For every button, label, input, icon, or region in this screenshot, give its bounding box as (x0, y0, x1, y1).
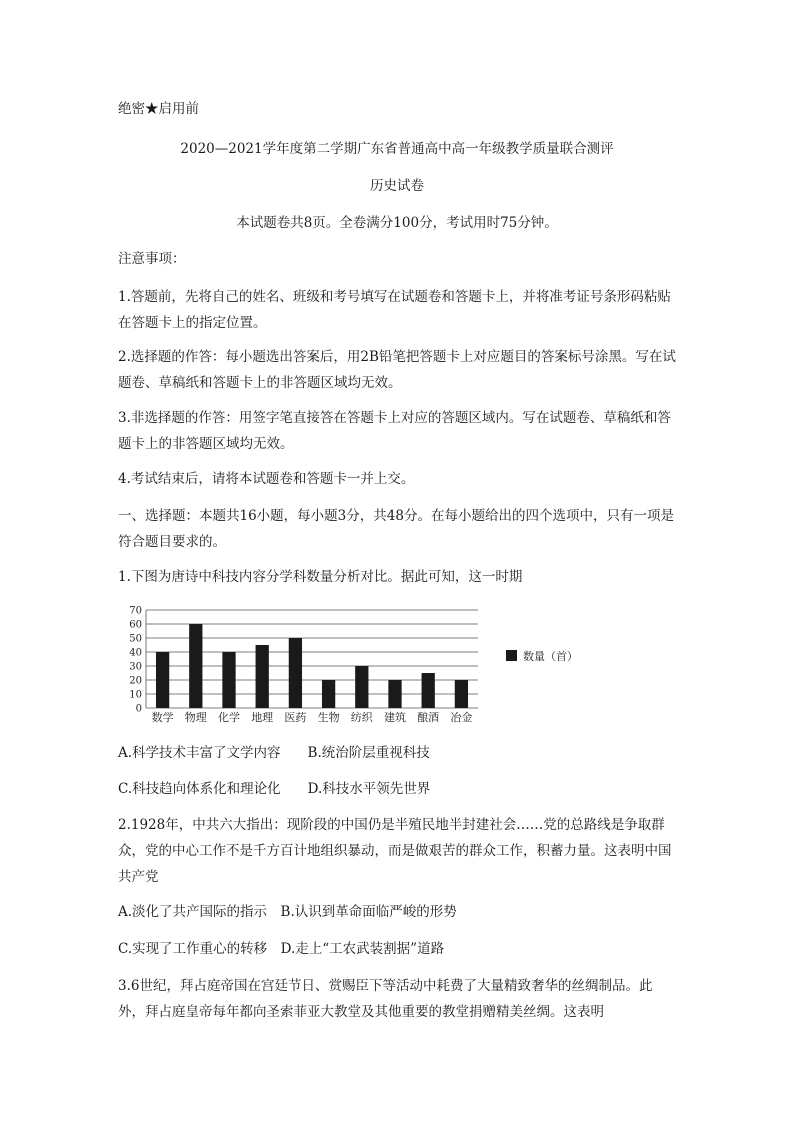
bar (355, 666, 368, 708)
note-item-1: 1.答题前，先将自己的姓名、班级和考号填写在试题卷和答题卡上，并将准考证号条形码粘贴在答题卡上的指定位置。 (118, 289, 671, 331)
bar (322, 680, 335, 708)
x-tick-label: 冶金 (450, 711, 473, 724)
x-tick-label: 生物 (317, 711, 340, 724)
exam-title: 2020—2021学年度第二学期广东省普通高中高一年级教学质量联合测评 (180, 141, 614, 157)
y-tick-label: 60 (129, 619, 142, 631)
y-tick-label: 30 (129, 661, 142, 673)
legend-label: 数量（首） (523, 650, 578, 663)
question-2-options-cd: C.实现了工作重心的转移 D.走上“工农武装割据”道路 (118, 941, 445, 957)
note-item-4: 4.考试结束后，请将本试题卷和答题卡一并上交。 (118, 471, 415, 487)
x-tick-label: 物理 (184, 711, 207, 724)
y-tick-label: 10 (129, 689, 142, 701)
legend-swatch (506, 650, 517, 661)
question-3-stem: 3.6世纪，拜占庭帝国在宫廷节日、赏赐臣下等活动中耗费了大量精致奢华的丝绸制品。此外，拜占庭皇帝每年都向圣索菲亚大教堂及其他重要的教堂捐赠精美丝绸。这表明 (118, 978, 653, 1020)
bar (422, 673, 435, 708)
note-item-3: 3.非选择题的作答：用签字笔直接答在答题卡上对应的答题区域内。写在试题卷、草稿纸和答题卡上的非答题区域均无效。 (118, 410, 671, 452)
note-item-2: 2.选择题的作答：每小题选出答案后，用2B铅笔把答题卡上对应题目的答案标号涂黑。写在试题卷、草稿纸和答题卡上的非答题区域均无效。 (118, 349, 676, 391)
x-tick-label: 地理 (251, 711, 274, 724)
y-tick-label: 20 (129, 675, 142, 687)
y-tick-label: 0 (135, 703, 142, 715)
y-tick-label: 70 (129, 605, 142, 617)
bar (388, 680, 401, 708)
bar (189, 624, 202, 708)
x-tick-label: 酿酒 (417, 711, 440, 724)
notes-title: 注意事项： (118, 251, 186, 267)
subject-title: 历史试卷 (370, 178, 424, 194)
question-1-stem: 1.下图为唐诗中科技内容分学科数量分析对比。据此可知，这一时期 (118, 569, 523, 585)
bar (289, 638, 302, 708)
exam-summary: 本试题卷共8页。全卷满分100分，考试用时75分钟。 (236, 215, 558, 231)
question-1-options-ab: A.科学技术丰富了文学内容 B.统治阶层重视科技 (118, 745, 430, 761)
section-heading: 一、选择题：本题共16小题，每小题3分，共48分。在每小题给出的四个选项中，只有一项是符合题目要求的。 (118, 508, 674, 550)
x-tick-label: 医药 (284, 711, 307, 724)
secret-label: 绝密★启用前 (118, 101, 199, 117)
question-2-options-ab: A.淡化了共产国际的指示 B.认识到革命面临严峻的形势 (118, 904, 457, 920)
bar-chart (118, 600, 598, 728)
x-tick-label: 数学 (151, 711, 174, 724)
y-tick-label: 50 (129, 633, 142, 645)
bar (455, 680, 468, 708)
question-1-options-cd: C.科技趋向体系化和理论化 D.科技水平领先世界 (118, 781, 431, 797)
x-tick-label: 化学 (218, 711, 240, 724)
bar (222, 652, 235, 708)
x-tick-label: 纺织 (350, 711, 373, 724)
bar (156, 652, 169, 708)
bar (256, 645, 269, 708)
x-tick-label: 建筑 (384, 711, 406, 724)
y-tick-label: 40 (129, 647, 142, 659)
question-2-stem: 2.1928年，中共六大指出：现阶段的中国仍是半殖民地半封建社会……党的总路线是争取群众，党的中心工作不是千方百计地组织暴动，而是做艰苦的群众工作，积蓄力量。这表明中国共产党 (118, 817, 672, 885)
